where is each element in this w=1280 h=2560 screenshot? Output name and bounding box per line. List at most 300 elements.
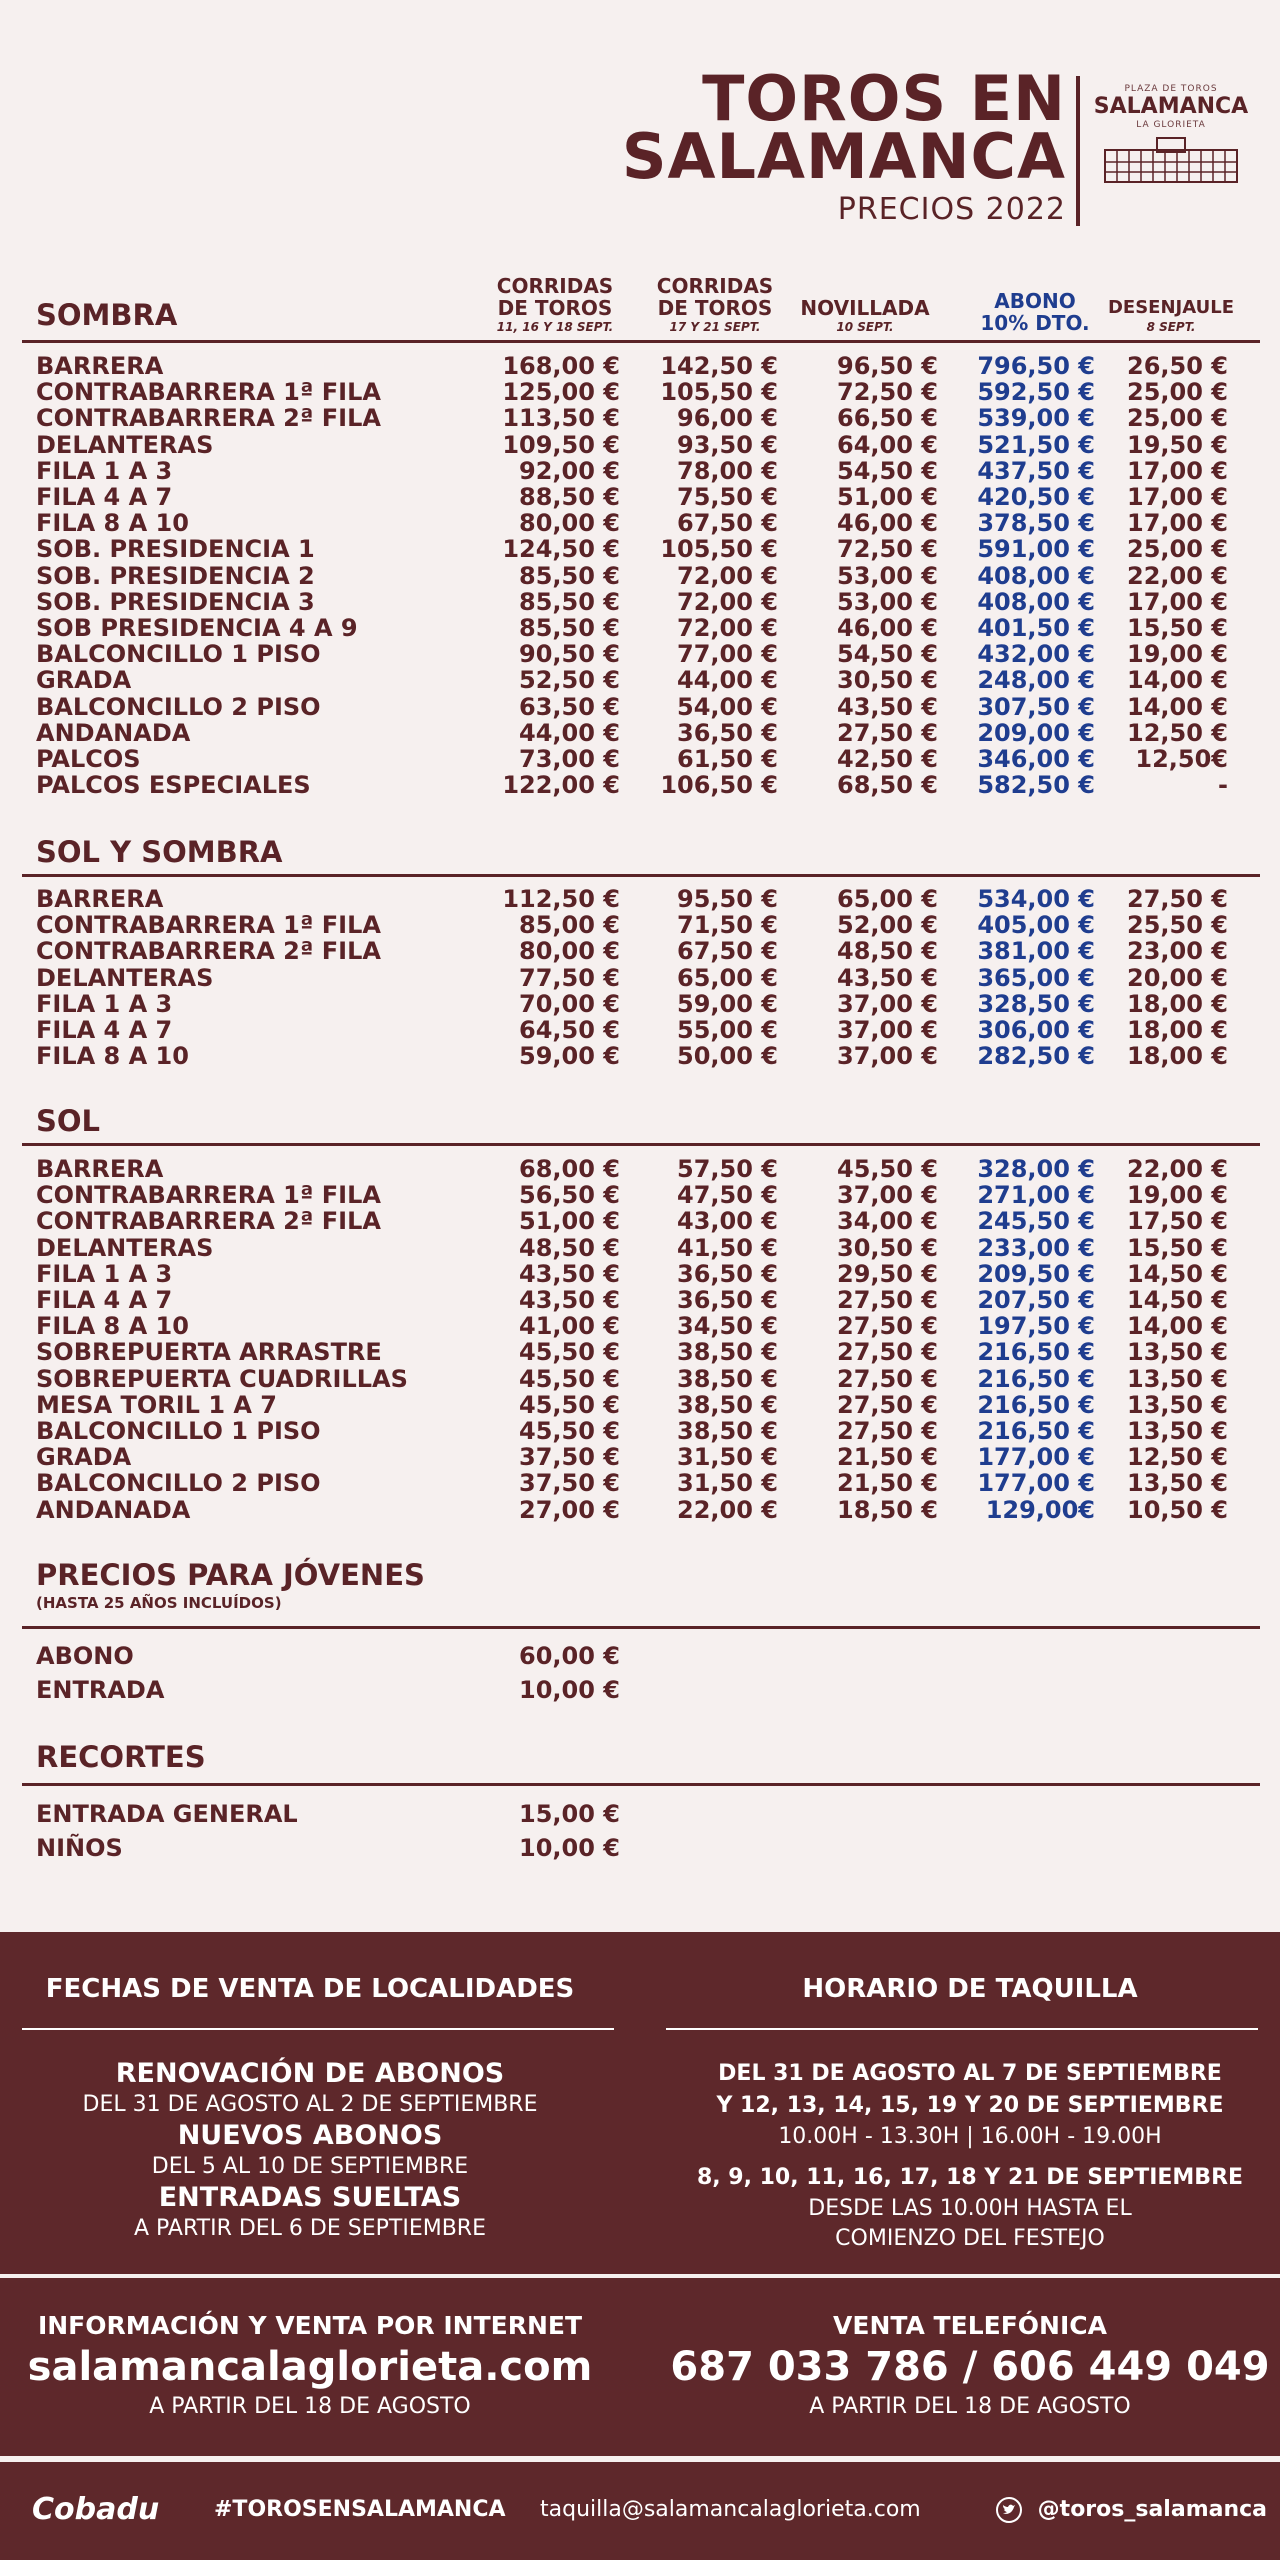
col-header-corridas-1 xyxy=(484,275,626,335)
price-corridas-2: 31,50 € xyxy=(677,1443,778,1472)
price-corridas-2: 72,00 € xyxy=(677,614,778,642)
header-divider xyxy=(1076,76,1080,226)
price-desenjaule: 15,50 € xyxy=(1127,1233,1228,1262)
price-corridas-2: 36,50 € xyxy=(677,1259,778,1288)
price-novillada: 46,00 € xyxy=(837,614,938,642)
price-abono: 328,50 € xyxy=(977,989,1095,1018)
price-corridas-2: 105,50 € xyxy=(660,535,778,564)
price-corridas-1: 56,50 € xyxy=(519,1181,620,1210)
table-row xyxy=(0,379,1280,405)
price-abono: 437,50 € xyxy=(977,456,1095,485)
table-row xyxy=(0,641,1280,667)
price-novillada: 54,50 € xyxy=(837,456,938,485)
row-label: SOB. PRESIDENCIA 2 xyxy=(36,561,315,590)
row-label: BALCONCILLO 1 PISO xyxy=(36,640,321,669)
price-desenjaule: 13,50 € xyxy=(1127,1364,1228,1393)
price-novillada: 37,00 € xyxy=(837,989,938,1018)
row-label: PALCOS xyxy=(36,745,141,773)
twitter-handle[interactable] xyxy=(996,2492,1267,2528)
price-abono: 129,00€ xyxy=(985,1495,1095,1524)
price-abono: 381,00 € xyxy=(977,937,1095,966)
price-corridas-1: 45,50 € xyxy=(519,1364,620,1393)
row-label: BARRERA xyxy=(36,1155,164,1183)
section-divider xyxy=(22,340,1260,343)
nuevos-dates: DEL 5 AL 10 DE SEPTIEMBRE xyxy=(151,2154,469,2179)
price-desenjaule: 22,00 € xyxy=(1127,1155,1228,1183)
phone-numbers[interactable]: 687 033 786 / 606 449 049 xyxy=(670,2344,1270,2390)
price-novillada: 29,50 € xyxy=(837,1259,938,1288)
price-novillada: 27,50 € xyxy=(837,1286,938,1314)
price-desenjaule: 25,00 € xyxy=(1127,535,1228,564)
section-title-jovenes: PRECIOS PARA JÓVENES xyxy=(36,1558,425,1592)
price-desenjaule: 27,50 € xyxy=(1127,885,1228,913)
price-abono: 378,50 € xyxy=(977,509,1095,538)
website-link[interactable]: salamancalaglorieta.com xyxy=(27,2344,593,2390)
price-corridas-1: 125,00 € xyxy=(502,378,620,407)
price-corridas-1: 90,50 € xyxy=(519,640,620,669)
price-novillada: 37,00 € xyxy=(837,1181,938,1210)
price-desenjaule: 12,50 € xyxy=(1127,718,1228,747)
table-row xyxy=(0,405,1280,431)
renovacion-dates: DEL 31 DE AGOSTO AL 2 DE SEPTIEMBRE xyxy=(82,2092,538,2117)
price-abono: 216,50 € xyxy=(977,1417,1095,1445)
price-corridas-1: 43,50 € xyxy=(519,1286,620,1314)
bullring-icon xyxy=(1101,136,1241,184)
price-desenjaule: 17,00 € xyxy=(1127,483,1228,511)
price-novillada: 27,50 € xyxy=(837,1364,938,1393)
price-corridas-2: 67,50 € xyxy=(677,937,778,966)
price-corridas-1: 59,00 € xyxy=(519,1042,620,1071)
table-row xyxy=(0,1287,1280,1313)
price-corridas-1: 51,00 € xyxy=(519,1207,620,1236)
price-corridas-2: 41,50 € xyxy=(677,1233,778,1262)
row-label: SOBREPUERTA CUADRILLAS xyxy=(36,1364,408,1393)
row-label: MESA TORIL 1 A 7 xyxy=(36,1390,278,1419)
price-novillada: 21,50 € xyxy=(837,1469,938,1498)
price-abono: 534,00 € xyxy=(977,885,1095,913)
price-novillada: 54,50 € xyxy=(837,640,938,669)
row-label: FILA 1 A 3 xyxy=(36,1259,173,1288)
footer xyxy=(0,2462,1280,2560)
price-corridas-1: 85,00 € xyxy=(519,911,620,940)
internet-title: INFORMACIÓN Y VENTA POR INTERNET xyxy=(37,2311,583,2340)
price-corridas-1: 64,50 € xyxy=(519,1016,620,1044)
price-abono: 432,00 € xyxy=(977,640,1095,669)
price-corridas-1: 68,00 € xyxy=(519,1155,620,1183)
table-row xyxy=(0,1418,1280,1444)
price-corridas-1: 77,50 € xyxy=(519,963,620,992)
price-desenjaule: 19,00 € xyxy=(1127,1181,1228,1210)
price-abono: 796,50 € xyxy=(977,352,1095,380)
table-row xyxy=(0,746,1280,772)
hashtag[interactable]: #TOROSENSALAMANCA xyxy=(214,2497,506,2522)
box-office-title: HORARIO DE TAQUILLA xyxy=(802,1974,1138,2004)
table-row xyxy=(0,1156,1280,1182)
hours-line-5: DESDE LAS 10.00H HASTA EL xyxy=(808,2196,1132,2221)
section-divider xyxy=(22,874,1260,877)
price-corridas-1: 80,00 € xyxy=(519,937,620,966)
price-corridas-1: 109,50 € xyxy=(502,430,620,459)
table-row xyxy=(0,991,1280,1017)
price-desenjaule: 10,50 € xyxy=(1127,1495,1228,1524)
price-corridas-2: 38,50 € xyxy=(677,1338,778,1367)
price-corridas-1: 37,50 € xyxy=(519,1443,620,1472)
row-label: DELANTERAS xyxy=(36,1233,214,1262)
subtitle: PRECIOS 2022 xyxy=(837,192,1066,227)
twitter-handle-text: @toros_salamanca xyxy=(1037,2497,1268,2522)
col-header-line1: ABONO xyxy=(994,289,1076,313)
price-abono: 346,00 € xyxy=(977,745,1095,773)
price-corridas-2: 72,00 € xyxy=(677,561,778,590)
table-row xyxy=(0,1392,1280,1418)
row-label: ANDANADA xyxy=(36,718,191,747)
price-abono: 177,00 € xyxy=(977,1443,1095,1472)
col-header-line2: DE TOROS xyxy=(657,296,773,320)
table-row xyxy=(0,694,1280,720)
price-corridas-1: 168,00 € xyxy=(502,352,620,380)
price-corridas-1: 52,50 € xyxy=(519,666,620,695)
col-header-dates: 8 SEPT. xyxy=(1146,320,1196,334)
section-title-sol: SOL xyxy=(36,1104,101,1138)
price-abono: 209,50 € xyxy=(977,1259,1095,1288)
sales-info-band xyxy=(0,1932,1280,2274)
price-novillada: 27,50 € xyxy=(837,1338,938,1367)
row-label: FILA 8 A 10 xyxy=(36,509,189,538)
row-label: ENTRADA xyxy=(36,1676,165,1704)
col-header-corridas-2 xyxy=(644,275,786,335)
price-desenjaule: 19,50 € xyxy=(1127,430,1228,459)
row-label: FILA 1 A 3 xyxy=(36,989,173,1018)
table-row xyxy=(0,1470,1280,1496)
table-row xyxy=(0,1043,1280,1069)
table-row xyxy=(0,1366,1280,1392)
price-abono: 539,00 € xyxy=(977,404,1095,433)
plaza-logo xyxy=(1086,84,1256,188)
price-desenjaule: 17,50 € xyxy=(1127,1207,1228,1236)
price-desenjaule: 14,00 € xyxy=(1127,666,1228,695)
price-desenjaule: 14,50 € xyxy=(1127,1259,1228,1288)
row-label: FILA 8 A 10 xyxy=(36,1312,189,1341)
price-novillada: 21,50 € xyxy=(837,1443,938,1472)
table-row xyxy=(0,1339,1280,1365)
row-label: NIÑOS xyxy=(36,1834,123,1862)
table-row xyxy=(0,536,1280,562)
row-label: PALCOS ESPECIALES xyxy=(36,771,311,800)
price-novillada: 45,50 € xyxy=(837,1155,938,1183)
price-desenjaule: 13,50 € xyxy=(1127,1390,1228,1419)
hours-line-4: 8, 9, 10, 11, 16, 17, 18 Y 21 DE SEPTIEMBRE xyxy=(696,2165,1244,2190)
table-row xyxy=(0,1235,1280,1261)
price-corridas-2: 93,50 € xyxy=(677,430,778,459)
price-abono: 405,00 € xyxy=(977,911,1095,940)
row-label: FILA 4 A 7 xyxy=(36,1286,173,1314)
sales-dates xyxy=(0,1932,620,2244)
price-corridas-2: 77,00 € xyxy=(677,640,778,669)
table-row xyxy=(0,1313,1280,1339)
twitter-icon xyxy=(996,2497,1022,2523)
price-corridas-2: 72,00 € xyxy=(677,587,778,616)
price-corridas-2: 75,50 € xyxy=(677,483,778,511)
price-desenjaule: 14,00 € xyxy=(1127,1312,1228,1341)
title-block xyxy=(621,62,1066,230)
price-abono: 197,50 € xyxy=(977,1312,1095,1341)
email-link[interactable]: taquilla@salamancalaglorieta.com xyxy=(540,2497,921,2522)
table-row xyxy=(0,1444,1280,1470)
price-corridas-2: 47,50 € xyxy=(677,1181,778,1210)
price-desenjaule: 25,00 € xyxy=(1127,378,1228,407)
price-corridas-1: 85,50 € xyxy=(519,587,620,616)
price-corridas-1: 88,50 € xyxy=(519,483,620,511)
price-corridas-1: 122,00 € xyxy=(502,771,620,800)
row-label: BARRERA xyxy=(36,885,164,913)
price-desenjaule: 25,00 € xyxy=(1127,404,1228,433)
row-label: FILA 4 A 7 xyxy=(36,483,173,511)
table-row xyxy=(0,563,1280,589)
row-label: FILA 8 A 10 xyxy=(36,1042,189,1071)
internet-sales xyxy=(0,2310,620,2422)
price-corridas-2: 142,50 € xyxy=(660,352,778,380)
price-desenjaule: 14,50 € xyxy=(1127,1286,1228,1314)
price-novillada: 53,00 € xyxy=(837,587,938,616)
table-row xyxy=(0,432,1280,458)
price-abono: 401,50 € xyxy=(977,614,1095,642)
price-abono: 245,50 € xyxy=(977,1207,1095,1236)
price-novillada: 72,50 € xyxy=(837,535,938,564)
price-novillada: 27,50 € xyxy=(837,1390,938,1419)
price-corridas-2: 96,00 € xyxy=(677,404,778,433)
price-abono: 233,00 € xyxy=(977,1233,1095,1262)
price-desenjaule: 18,00 € xyxy=(1127,989,1228,1018)
price-novillada: 72,50 € xyxy=(837,378,938,407)
price-desenjaule: 12,50 € xyxy=(1127,1443,1228,1472)
col-header-dates: 17 Y 21 SEPT. xyxy=(669,320,761,334)
row-label: ABONO xyxy=(36,1642,134,1670)
table-row xyxy=(0,720,1280,746)
section-title-sombra: SOMBRA xyxy=(36,298,178,332)
price-corridas-1: 80,00 € xyxy=(519,509,620,538)
price-abono: 420,50 € xyxy=(977,483,1095,511)
price-novillada: 27,50 € xyxy=(837,1312,938,1341)
price-corridas-2: 36,50 € xyxy=(677,718,778,747)
price-corridas-1: 27,00 € xyxy=(519,1495,620,1524)
row-label: SOB. PRESIDENCIA 3 xyxy=(36,587,315,616)
col-header-dates: 10 SEPT. xyxy=(836,320,894,334)
price-desenjaule: 26,50 € xyxy=(1127,352,1228,380)
table-row xyxy=(0,1497,1280,1523)
table-row xyxy=(0,1677,1280,1703)
price-corridas-1: 15,00 € xyxy=(519,1800,620,1828)
table-row xyxy=(0,1835,1280,1861)
price-corridas-2: 59,00 € xyxy=(677,989,778,1018)
row-label: SOB. PRESIDENCIA 1 xyxy=(36,535,315,564)
price-novillada: 68,50 € xyxy=(837,771,938,800)
price-desenjaule: 18,00 € xyxy=(1127,1042,1228,1071)
price-abono: 408,00 € xyxy=(977,561,1095,590)
col-header-line1: CORRIDAS xyxy=(656,274,774,298)
price-novillada: 53,00 € xyxy=(837,561,938,590)
price-novillada: 37,00 € xyxy=(837,1042,938,1071)
section-title-solysombra: SOL Y SOMBRA xyxy=(36,835,283,869)
price-novillada: 43,50 € xyxy=(837,963,938,992)
price-novillada: 34,00 € xyxy=(837,1207,938,1236)
table-row xyxy=(0,1801,1280,1827)
price-corridas-1: 45,50 € xyxy=(519,1390,620,1419)
price-desenjaule: 25,50 € xyxy=(1127,911,1228,940)
divider-line xyxy=(666,2028,1258,2030)
price-desenjaule: 20,00 € xyxy=(1127,963,1228,992)
price-corridas-2: 34,50 € xyxy=(677,1312,778,1341)
table-row xyxy=(0,667,1280,693)
price-abono: 216,50 € xyxy=(977,1338,1095,1367)
phone-title: VENTA TELEFÓNICA xyxy=(833,2311,1107,2340)
hours-line-6: COMIENZO DEL FESTEJO xyxy=(835,2226,1105,2251)
price-desenjaule: - xyxy=(1218,771,1228,800)
box-office-hours xyxy=(660,1932,1280,2254)
price-novillada: 48,50 € xyxy=(837,937,938,966)
price-abono: 209,00 € xyxy=(977,718,1095,747)
price-novillada: 37,00 € xyxy=(837,1016,938,1044)
price-corridas-2: 57,50 € xyxy=(677,1155,778,1183)
table-row xyxy=(0,1643,1280,1669)
price-corridas-2: 38,50 € xyxy=(677,1390,778,1419)
price-corridas-2: 43,00 € xyxy=(677,1207,778,1236)
section-divider xyxy=(22,1143,1260,1146)
price-abono: 582,50 € xyxy=(977,771,1095,800)
row-label: BARRERA xyxy=(36,352,164,380)
row-label: GRADA xyxy=(36,666,132,695)
price-novillada: 64,00 € xyxy=(837,430,938,459)
price-corridas-2: 61,50 € xyxy=(677,745,778,773)
price-desenjaule: 17,00 € xyxy=(1127,509,1228,538)
price-desenjaule: 22,00 € xyxy=(1127,561,1228,590)
col-header-dates: 11, 16 Y 18 SEPT. xyxy=(496,320,614,334)
row-label: DELANTERAS xyxy=(36,430,214,459)
row-label: CONTRABARRERA 1ª FILA xyxy=(36,378,381,407)
table-row xyxy=(0,938,1280,964)
table-row xyxy=(0,1208,1280,1234)
contact-band xyxy=(0,2278,1280,2456)
price-corridas-2: 106,50 € xyxy=(660,771,778,800)
cobadu-logo: Cobadu xyxy=(32,2492,160,2527)
price-desenjaule: 23,00 € xyxy=(1127,937,1228,966)
price-corridas-1: 43,50 € xyxy=(519,1259,620,1288)
price-desenjaule: 17,00 € xyxy=(1127,456,1228,485)
table-row xyxy=(0,458,1280,484)
price-corridas-1: 48,50 € xyxy=(519,1233,620,1262)
price-novillada: 18,50 € xyxy=(837,1495,938,1524)
row-label: CONTRABARRERA 1ª FILA xyxy=(36,911,381,940)
col-header-line2: 10% DTO. xyxy=(980,311,1090,335)
price-desenjaule: 18,00 € xyxy=(1127,1016,1228,1044)
section-divider xyxy=(22,1783,1260,1786)
price-corridas-1: 113,50 € xyxy=(502,404,620,433)
price-corridas-2: 67,50 € xyxy=(677,509,778,538)
price-desenjaule: 15,50 € xyxy=(1127,614,1228,642)
price-abono: 408,00 € xyxy=(977,587,1095,616)
price-novillada: 27,50 € xyxy=(837,1417,938,1445)
price-novillada: 46,00 € xyxy=(837,509,938,538)
price-abono: 216,50 € xyxy=(977,1390,1095,1419)
divider-line xyxy=(22,2028,614,2030)
row-label: ANDANADA xyxy=(36,1495,191,1524)
row-label: FILA 1 A 3 xyxy=(36,456,173,485)
col-header-line1: DESENJAULE xyxy=(1107,297,1235,318)
header xyxy=(0,62,1280,230)
title-line-2: SALAMANCA xyxy=(621,120,1066,193)
price-abono: 591,00 € xyxy=(977,535,1095,564)
price-abono: 365,00 € xyxy=(977,963,1095,992)
price-corridas-2: 50,00 € xyxy=(677,1042,778,1071)
price-abono: 177,00 € xyxy=(977,1469,1095,1498)
row-label: CONTRABARRERA 2ª FILA xyxy=(36,1207,381,1236)
row-label: DELANTERAS xyxy=(36,963,214,992)
hours-line-1: DEL 31 DE AGOSTO AL 7 DE SEPTIEMBRE xyxy=(718,2061,1222,2086)
price-novillada: 27,50 € xyxy=(837,718,938,747)
col-header-line1: NOVILLADA xyxy=(800,296,930,320)
price-corridas-1: 124,50 € xyxy=(502,535,620,564)
table-row xyxy=(0,965,1280,991)
table-row xyxy=(0,510,1280,536)
row-label: BALCONCILLO 2 PISO xyxy=(36,692,321,721)
price-corridas-1: 37,50 € xyxy=(519,1469,620,1498)
price-corridas-2: 65,00 € xyxy=(677,963,778,992)
price-corridas-1: 41,00 € xyxy=(519,1312,620,1341)
section-divider xyxy=(22,1626,1260,1629)
price-corridas-1: 44,00 € xyxy=(519,718,620,747)
price-novillada: 30,50 € xyxy=(837,666,938,695)
price-desenjaule: 17,00 € xyxy=(1127,587,1228,616)
price-desenjaule: 13,50 € xyxy=(1127,1417,1228,1445)
price-novillada: 52,00 € xyxy=(837,911,938,940)
price-abono: 521,50 € xyxy=(977,430,1095,459)
price-abono: 248,00 € xyxy=(977,666,1095,695)
table-row xyxy=(0,772,1280,798)
price-corridas-2: 71,50 € xyxy=(677,911,778,940)
price-corridas-2: 38,50 € xyxy=(677,1364,778,1393)
col-header-novillada xyxy=(790,297,940,335)
col-header-line1: CORRIDAS xyxy=(496,274,614,298)
price-corridas-1: 92,00 € xyxy=(519,456,620,485)
table-row xyxy=(0,886,1280,912)
price-corridas-1: 60,00 € xyxy=(519,1642,620,1670)
logo-name: SALAMANCA xyxy=(1093,94,1249,119)
row-label: BALCONCILLO 1 PISO xyxy=(36,1417,321,1445)
price-abono: 307,50 € xyxy=(977,692,1095,721)
price-corridas-2: 54,00 € xyxy=(677,692,778,721)
row-label: CONTRABARRERA 1ª FILA xyxy=(36,1181,381,1210)
price-corridas-1: 85,50 € xyxy=(519,614,620,642)
price-desenjaule: 12,50€ xyxy=(1135,745,1228,773)
col-header-line2: DE TOROS xyxy=(497,296,613,320)
price-corridas-2: 22,00 € xyxy=(677,1495,778,1524)
sueltas-title: ENTRADAS SUELTAS xyxy=(158,2182,462,2213)
price-corridas-2: 36,50 € xyxy=(677,1286,778,1314)
hours-line-3: 10.00H - 13.30H | 16.00H - 19.00H xyxy=(778,2124,1162,2149)
price-abono: 592,50 € xyxy=(977,378,1095,407)
price-novillada: 30,50 € xyxy=(837,1233,938,1262)
logo-bottom-text: LA GLORIETA xyxy=(1136,120,1206,130)
price-corridas-2: 95,50 € xyxy=(677,885,778,913)
price-corridas-1: 112,50 € xyxy=(502,885,620,913)
table-row xyxy=(0,589,1280,615)
price-novillada: 66,50 € xyxy=(837,404,938,433)
price-corridas-1: 73,00 € xyxy=(519,745,620,773)
hours-line-2: Y 12, 13, 14, 15, 19 Y 20 DE SEPTIEMBRE xyxy=(716,2093,1224,2118)
price-corridas-1: 85,50 € xyxy=(519,561,620,590)
price-novillada: 96,50 € xyxy=(837,352,938,380)
renovacion-title: RENOVACIÓN DE ABONOS xyxy=(115,2058,505,2089)
price-corridas-2: 38,50 € xyxy=(677,1417,778,1445)
